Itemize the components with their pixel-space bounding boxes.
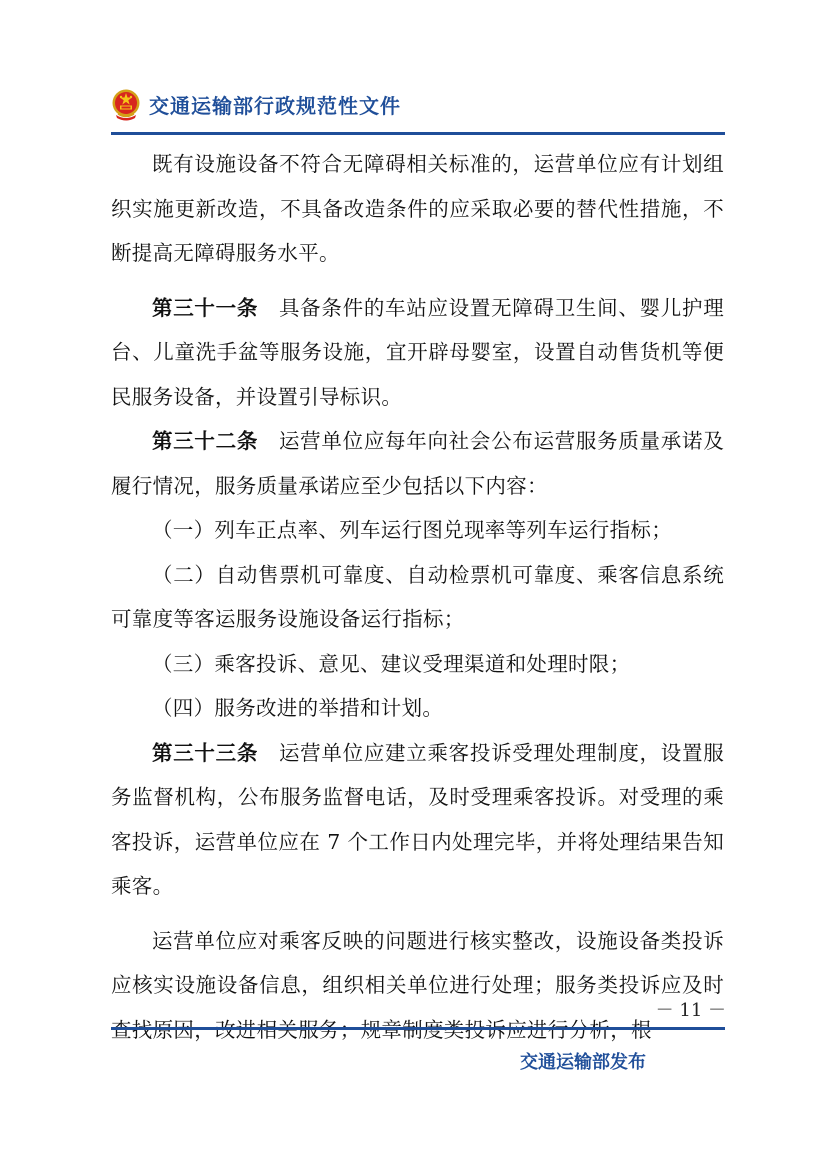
paragraph-complaint-handling: 运营单位应对乘客反映的问题进行核实整改，设施设备类投诉应核实设施设备信息，组织相关单位进行处理；服务类投诉应及时 — [111, 928, 724, 997]
article-33-title: 第三十三条 — [152, 740, 259, 765]
list-item-3: （三）乘客投诉、意见、建议受理渠道和处理时限； — [152, 651, 631, 676]
page-number: － 11 － — [655, 1000, 726, 1021]
article-32-text: 运营单位应每年向社会公布运营服务质量承诺及履行情况，服务质量承诺应至少包括以下内容： — [111, 429, 724, 498]
article-31-text: 具备条件的车站应设置无障碍卫生间、婴儿护理台、儿童洗手盆等服务设施，宜开辟母婴室，设置自动售货机等便民服务设备，并设置引导标识。 — [111, 295, 724, 409]
footer-divider — [111, 1027, 725, 1030]
document-body — [111, 142, 724, 1052]
paragraph-existing-facilities: 既有设施设备不符合无障碍相关标准的，运营单位应有计划组织实施更新改造，不具备改造条件的应采取必要的替代性措施，不断提高无障碍服务水平。 — [111, 152, 724, 265]
article-31-title: 第三十一条 — [152, 295, 259, 320]
list-item-1: （一）列车正点率、列车运行图兑现率等列车运行指标； — [152, 518, 672, 542]
header-divider — [111, 132, 725, 135]
document-header — [111, 88, 726, 136]
list-item-2: （二）自动售票机可靠度、自动检票机可靠度、乘客信息系统可靠度等客运服务设施设备运行指标； — [111, 562, 724, 631]
article-32-title: 第三十二条 — [152, 429, 259, 453]
national-emblem-icon — [111, 88, 141, 122]
article-31 — [111, 286, 724, 420]
article-33-text: 运营单位应建立乘客投诉受理处理制度，设置服务监督机构，公布服务监督电话，及时受理乘客投诉。对受理的乘客投诉，运营单位应在 7 个工作日内处理完毕，并将处理结果告知乘客。 — [111, 740, 724, 898]
publisher-label: 交通运输部发布 — [520, 1052, 646, 1073]
header-title: 交通运输部行政规范性文件 — [149, 94, 401, 118]
article-33 — [111, 731, 724, 909]
article-32 — [111, 419, 724, 508]
list-item-4: （四）服务改进的举措和计划。 — [152, 696, 444, 720]
